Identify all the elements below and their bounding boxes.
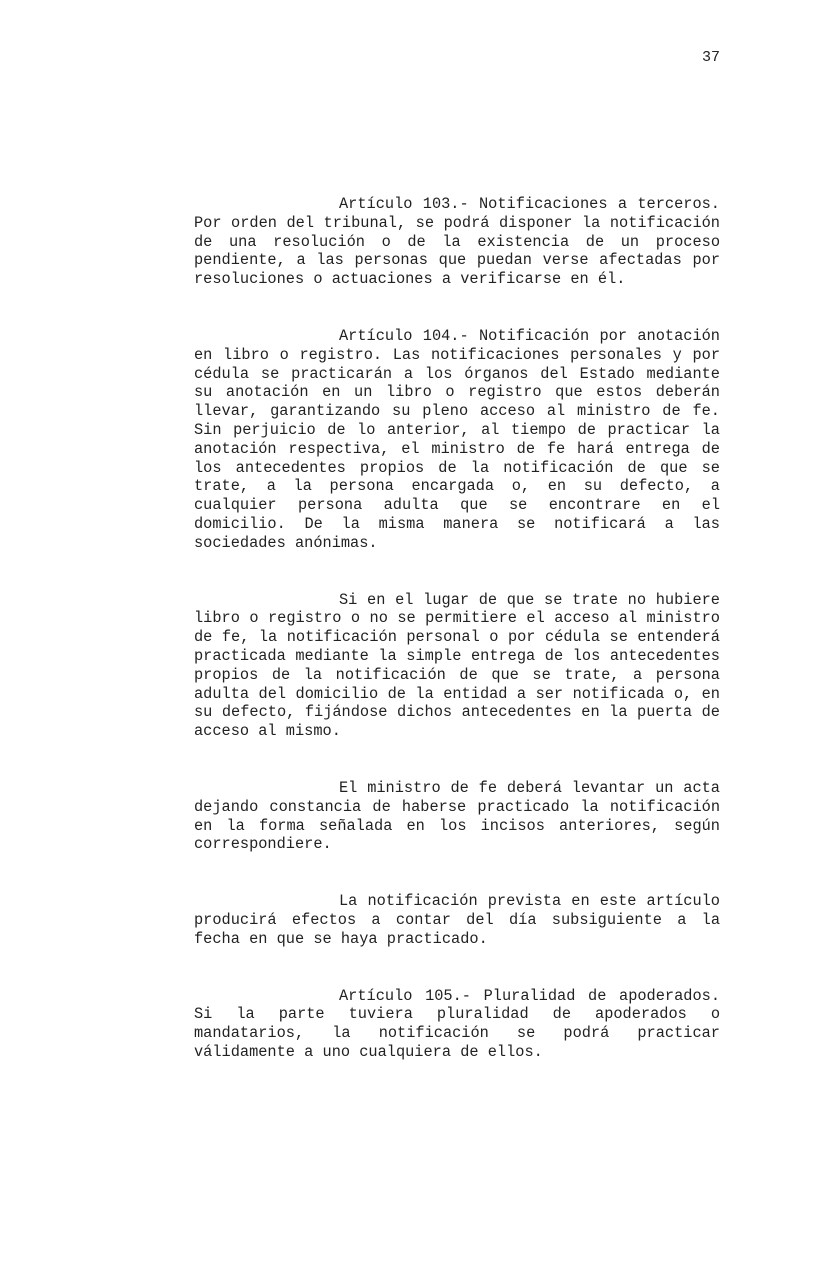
- document-body: [194, 195, 720, 1100]
- page-number: 37: [701, 49, 720, 66]
- paragraph-article-105: Artículo 105.- Pluralidad de apoderados. Si la parte tuviera pluralidad de apoderados o mandatarios, la notificación se podrá practicar válidamente a uno cualquiera de ellos.: [194, 986, 720, 1061]
- paragraph-article-104-inciso-2: Si en el lugar de que se trate no hubiere libro o registro o no se permitiere el acceso al ministro de fe, la notificación personal o por cédula se entenderá practicada mediante la simple entrega de los antecedentes propios de la notificación de que se trate, a persona adulta del domicilio de la entidad a ser notificada o, en su defecto, fijándose dichos antecedentes en la puerta de acceso al mismo.: [194, 590, 720, 741]
- paragraph-article-103: Artículo 103.- Notificaciones a terceros. Por orden del tribunal, se podrá disponer la notificación de una resolución o de la existencia de un proceso pendiente, a las personas que puedan verse afectadas por resoluciones o actuaciones a verificarse en él.: [194, 195, 720, 289]
- paragraph-article-104: Artículo 104.- Notificación por anotación en libro o registro. Las notificaciones personales y por cédula se practicarán a los órganos del Estado mediante su anotación en un libro o registro que estos deberán llevar, garantizando su pleno acceso al ministro de fe. Sin perjuicio de lo anterior, al tiempo de practicar la anotación respectiva, el ministro de fe hará entrega de los antecedentes propios de la notificación de que se trate, a la persona encargada o, en su defecto, a cualquier persona adulta que se encontrare en el domicilio. De la misma manera se notificará a las sociedades anónimas.: [194, 326, 720, 552]
- paragraph-article-104-inciso-4: La notificación prevista en este artículo producirá efectos a contar del día subsiguiente a la fecha en que se haya practicado.: [194, 892, 720, 948]
- paragraph-article-104-inciso-3: El ministro de fe deberá levantar un acta dejando constancia de haberse practicado la notificación en la forma señalada en los incisos anteriores, según correspondiere.: [194, 778, 720, 854]
